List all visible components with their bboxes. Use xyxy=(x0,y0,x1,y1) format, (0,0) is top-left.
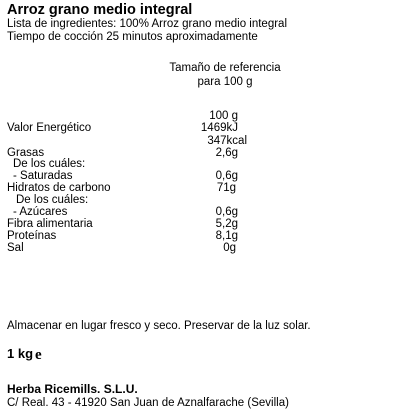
energy-label: Valor Energético xyxy=(7,122,92,134)
fat-value: 2,6g xyxy=(215,147,238,159)
carbs-label: Hidratos de carbono xyxy=(7,182,111,194)
fiber-value: 5,2g xyxy=(215,218,238,230)
company-name: Herba Ricemills. S.L.U. xyxy=(7,382,138,396)
salt-value: 0g xyxy=(223,242,236,254)
energy-kj-value: 1469kJ xyxy=(200,122,238,134)
per-amount-value: 100 g xyxy=(209,110,238,122)
reference-amount-heading: para 100 g xyxy=(197,76,253,88)
carbs-of-which-label: De los cuáles: xyxy=(16,194,89,206)
fat-of-which-label: De los cuáles: xyxy=(13,158,86,170)
product-title: Arroz grano medio integral xyxy=(7,2,193,18)
company-address: C/ Real. 43 - 41920 San Juan de Aznalfarache (Sevilla) xyxy=(7,397,289,409)
protein-value: 8,1g xyxy=(215,230,238,242)
estimated-e-mark-icon xyxy=(34,347,48,361)
fiber-label: Fibra alimentaria xyxy=(7,218,93,230)
fat-label: Grasas xyxy=(7,147,45,159)
sugars-value: 0,6g xyxy=(215,206,238,218)
storage-instructions: Almacenar en lugar fresco y seco. Preservar de la luz solar. xyxy=(7,320,311,332)
energy-kcal-value: 347kcal xyxy=(207,135,247,147)
salt-label: Sal xyxy=(7,242,24,254)
sugars-label: - Azúcares xyxy=(13,206,68,218)
estimated-e-mark-glyph: e xyxy=(35,347,42,361)
ingredients-text: Lista de ingredientes: 100% Arroz grano medio integral xyxy=(7,18,288,30)
cooking-time-text: Tiempo de cocción 25 minutos aproximadamente xyxy=(7,31,258,43)
reference-size-heading: Tamaño de referencia xyxy=(169,62,281,74)
carbs-value: 71g xyxy=(216,182,236,194)
protein-label: Proteínas xyxy=(7,230,57,242)
net-weight: 1 kg xyxy=(7,346,34,361)
saturated-label: - Saturadas xyxy=(13,170,73,182)
saturated-value: 0,6g xyxy=(215,170,238,182)
